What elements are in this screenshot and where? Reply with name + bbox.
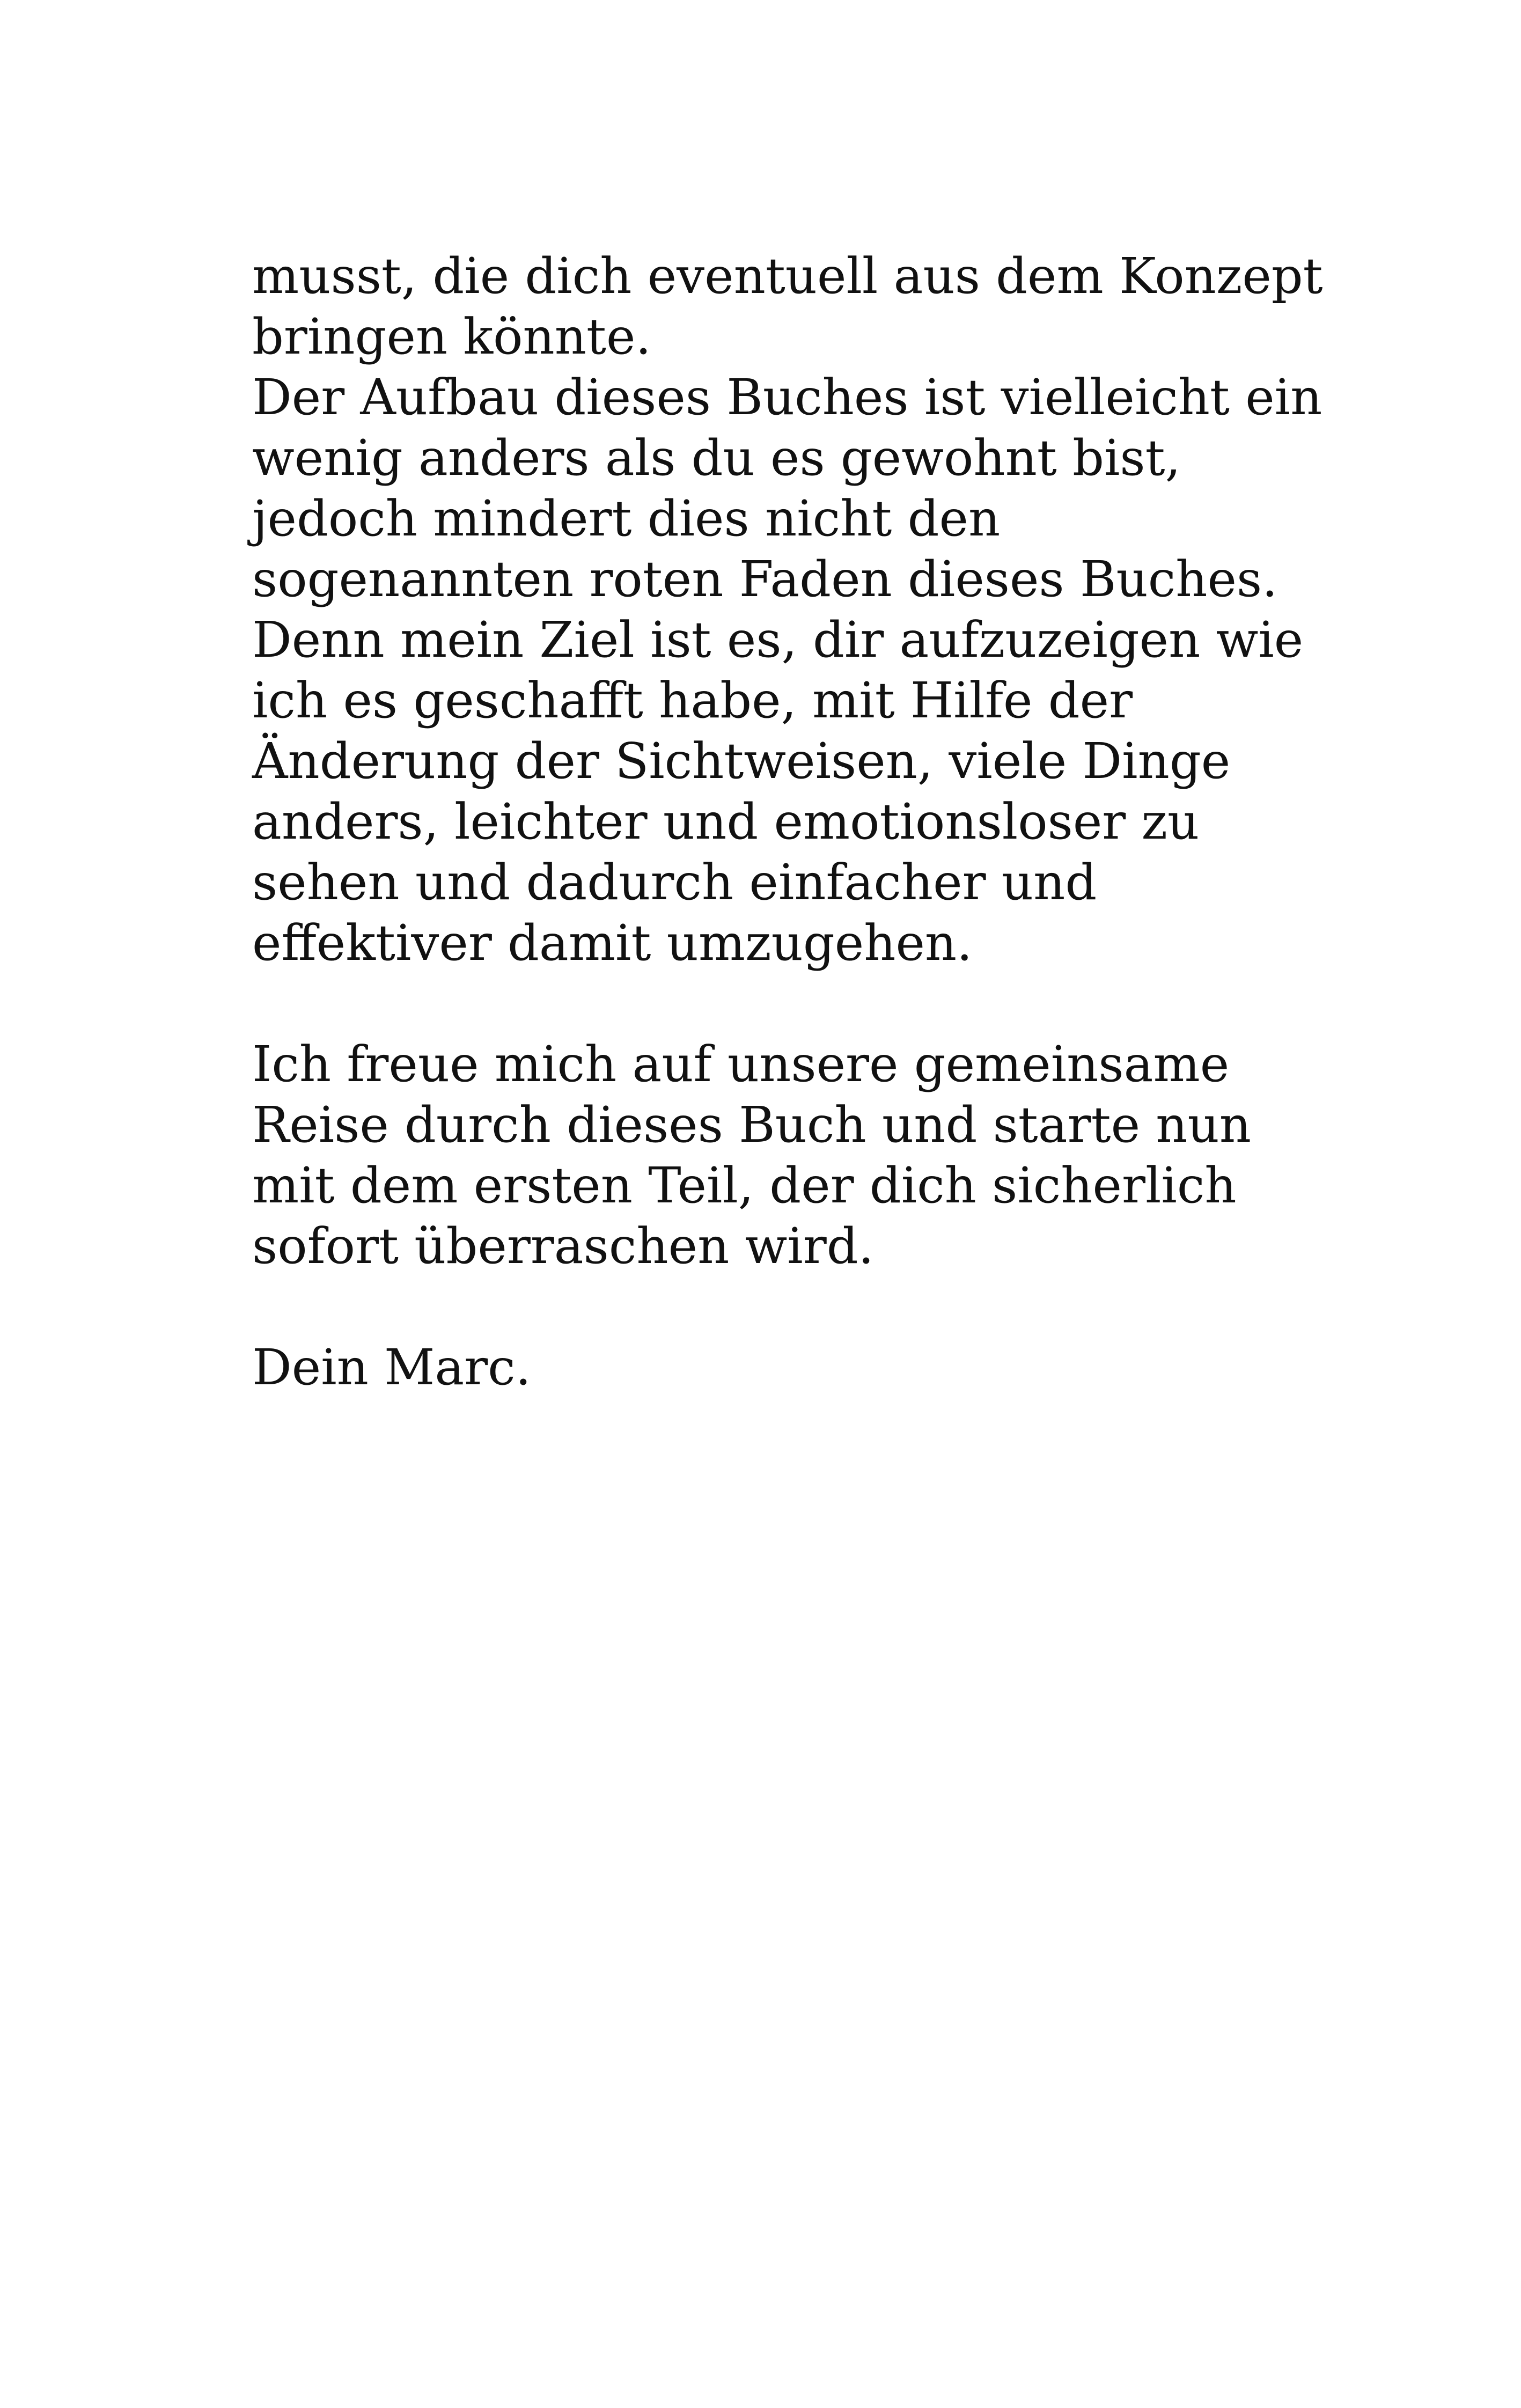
text-line: sogenannten roten Faden dieses Buches. (252, 550, 1278, 608)
text-line: Der Aufbau dieses Buches ist vielleicht ein (252, 369, 1322, 426)
text-line: effektiver damit umzugehen. (252, 914, 973, 972)
text-line: bringen könnte. (252, 308, 651, 365)
text-line: Ich freue mich auf unsere gemeinsame (252, 1036, 1230, 1093)
paragraph-gap (252, 1276, 1325, 1337)
text-line: wenig anders als du es gewohnt bist, (252, 429, 1181, 487)
text-line: Denn mein Ziel ist es, dir aufzuzeigen wie (252, 611, 1304, 669)
text-line: musst, die dich eventuell aus dem Konzept (252, 247, 1323, 305)
body-text (252, 246, 1325, 1398)
text-line: mit dem ersten Teil, der dich sicherlich (252, 1157, 1237, 1214)
text-line: sofort überraschen wird. (252, 1217, 874, 1275)
text-line: Änderung der Sichtweisen, viele Dinge (252, 732, 1231, 790)
text-line: sehen und dadurch einfacher und (252, 854, 1097, 911)
text-line: ich es geschafft habe, mit Hilfe der (252, 672, 1133, 729)
text-line: Reise durch dieses Buch und starte nun (252, 1096, 1252, 1154)
signature: Dein Marc. (252, 1339, 531, 1396)
text-line: anders, leichter und emotionsloser zu (252, 793, 1200, 850)
text-line: jedoch mindert dies nicht den (252, 490, 1001, 547)
paragraph-gap (252, 973, 1325, 1034)
